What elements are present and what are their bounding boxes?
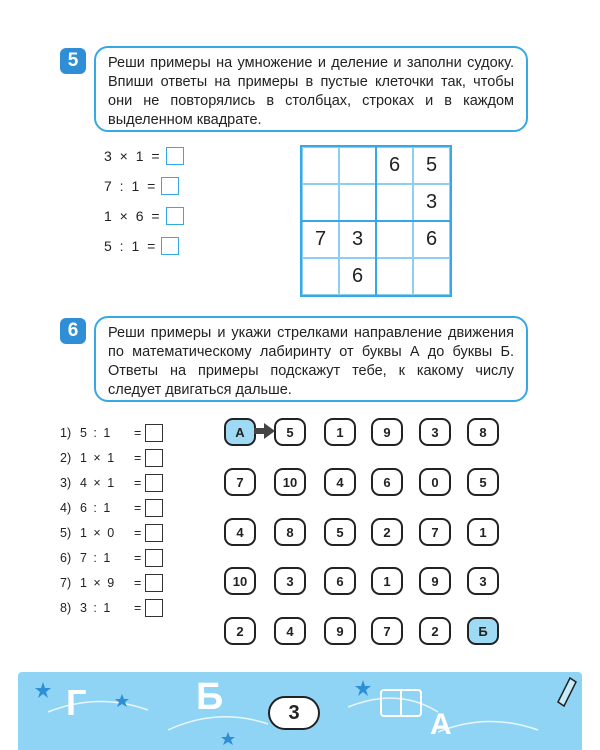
maze-cell[interactable]: 7 [224, 468, 256, 496]
maze-cell[interactable]: 5 [467, 468, 499, 496]
maze-cell[interactable]: 10 [224, 567, 256, 595]
equals-sign: = [134, 576, 142, 590]
exercise-expression: 3 : 1 [80, 601, 111, 615]
answer-box[interactable] [145, 549, 163, 567]
maze-cell[interactable]: 6 [371, 468, 403, 496]
exercise-label: 5) [60, 526, 72, 540]
maze-cell[interactable]: 6 [324, 567, 356, 595]
maze-cell[interactable]: 5 [274, 418, 306, 446]
sudoku-cell[interactable] [376, 184, 413, 221]
maze-cell[interactable]: 0 [419, 468, 451, 496]
sudoku-cell: 3 [413, 184, 450, 221]
equation-text: 1 × 6 = [104, 208, 160, 224]
equation-row [104, 177, 179, 195]
maze-cell[interactable]: 4 [224, 518, 256, 546]
equation-text: 3 × 1 = [104, 148, 160, 164]
answer-box[interactable] [145, 499, 163, 517]
answer-box[interactable] [166, 207, 184, 225]
maze-cell[interactable]: 8 [467, 418, 499, 446]
equals-sign: = [134, 451, 142, 465]
equals-sign: = [134, 501, 142, 515]
exercise-row [60, 599, 163, 617]
exercise-expression: 6 : 1 [80, 501, 111, 515]
exercise-expression: 1 × 9 [80, 576, 115, 590]
exercise-label: 6) [60, 551, 72, 565]
exercise-label: 1) [60, 426, 72, 440]
equation-text: 7 : 1 = [104, 178, 156, 194]
exercise-row [60, 474, 163, 492]
maze-cell[interactable]: 3 [419, 418, 451, 446]
maze-cell[interactable]: 1 [324, 418, 356, 446]
maze-cell[interactable]: 4 [274, 617, 306, 645]
answer-box[interactable] [145, 474, 163, 492]
exercise-row [60, 499, 163, 517]
sudoku-cell: 6 [413, 221, 450, 258]
exercise-row [60, 424, 163, 442]
sudoku-cell: 5 [413, 147, 450, 184]
equation-text: 5 : 1 = [104, 238, 156, 254]
sudoku-cell[interactable] [339, 147, 376, 184]
exercise-row [60, 449, 163, 467]
maze-cell[interactable]: 9 [371, 418, 403, 446]
equals-sign: = [134, 476, 142, 490]
answer-box[interactable] [145, 574, 163, 592]
equals-sign: = [134, 526, 142, 540]
exercise-label: 7) [60, 576, 72, 590]
maze-cell[interactable]: 8 [274, 518, 306, 546]
equation-row [104, 207, 184, 225]
task-6-number: 6 [60, 318, 86, 344]
task-5-number: 5 [60, 48, 86, 74]
maze-cell[interactable]: 4 [324, 468, 356, 496]
maze-cell[interactable]: 3 [274, 567, 306, 595]
footer-letter: Б [196, 676, 224, 718]
equation-row [104, 147, 184, 165]
sudoku-divider-horizontal [300, 220, 452, 222]
maze-start[interactable]: А [224, 418, 256, 446]
maze-cell[interactable]: 2 [371, 518, 403, 546]
equals-sign: = [134, 601, 142, 615]
task-6-instruction: Реши примеры и укажи стрелками направление движения по математическому лабиринту от буквы А до буквы Б. Ответы на примеры подскажут тебе, к какому числу следует двигаться дальше. [94, 316, 528, 402]
exercise-label: 4) [60, 501, 72, 515]
sudoku-cell[interactable] [339, 184, 376, 221]
answer-box[interactable] [145, 424, 163, 442]
sudoku-cell: 6 [339, 258, 376, 295]
exercise-expression: 7 : 1 [80, 551, 111, 565]
sudoku-cell: 3 [339, 221, 376, 258]
exercise-row [60, 549, 163, 567]
exercise-label: 8) [60, 601, 72, 615]
task-5-instruction: Реши примеры на умножение и деление и заполни судоку. Впиши ответы на примеры в пустые клеточки так, чтобы они не повторялись в столбцах, строках и в каждом выделенном квадрате. [94, 46, 528, 132]
maze-cell[interactable]: 2 [224, 617, 256, 645]
exercise-expression: 5 : 1 [80, 426, 111, 440]
exercise-label: 2) [60, 451, 72, 465]
sudoku-cell[interactable] [302, 147, 339, 184]
maze-cell[interactable]: 7 [419, 518, 451, 546]
sudoku-cell[interactable] [376, 221, 413, 258]
footer-letter: Г [66, 682, 87, 723]
exercise-expression: 1 × 1 [80, 451, 115, 465]
answer-box[interactable] [145, 599, 163, 617]
maze-cell[interactable]: 10 [274, 468, 306, 496]
answer-box[interactable] [161, 177, 179, 195]
equals-sign: = [134, 551, 142, 565]
maze-cell[interactable]: 5 [324, 518, 356, 546]
equation-row [104, 237, 179, 255]
page-number: 3 [268, 696, 320, 730]
maze-cell[interactable]: 7 [371, 617, 403, 645]
sudoku-cell: 7 [302, 221, 339, 258]
maze-finish[interactable]: Б [467, 617, 499, 645]
answer-box[interactable] [166, 147, 184, 165]
sudoku-cell[interactable] [413, 258, 450, 295]
maze-cell[interactable]: 1 [371, 567, 403, 595]
maze-cell[interactable]: 3 [467, 567, 499, 595]
exercise-label: 3) [60, 476, 72, 490]
sudoku-cell[interactable] [302, 258, 339, 295]
arrow-icon [254, 422, 276, 440]
maze-cell[interactable]: 1 [467, 518, 499, 546]
exercise-expression: 1 × 0 [80, 526, 115, 540]
answer-box[interactable] [145, 524, 163, 542]
maze-cell[interactable]: 9 [324, 617, 356, 645]
exercise-row [60, 524, 163, 542]
sudoku-cell[interactable] [302, 184, 339, 221]
footer-letter: А [430, 708, 452, 741]
exercise-row [60, 574, 163, 592]
answer-box[interactable] [145, 449, 163, 467]
maze-cell[interactable]: 2 [419, 617, 451, 645]
sudoku-cell: 6 [376, 147, 413, 184]
answer-box[interactable] [161, 237, 179, 255]
equals-sign: = [134, 426, 142, 440]
maze-cell[interactable]: 9 [419, 567, 451, 595]
exercise-expression: 4 × 1 [80, 476, 115, 490]
sudoku-cell[interactable] [376, 258, 413, 295]
